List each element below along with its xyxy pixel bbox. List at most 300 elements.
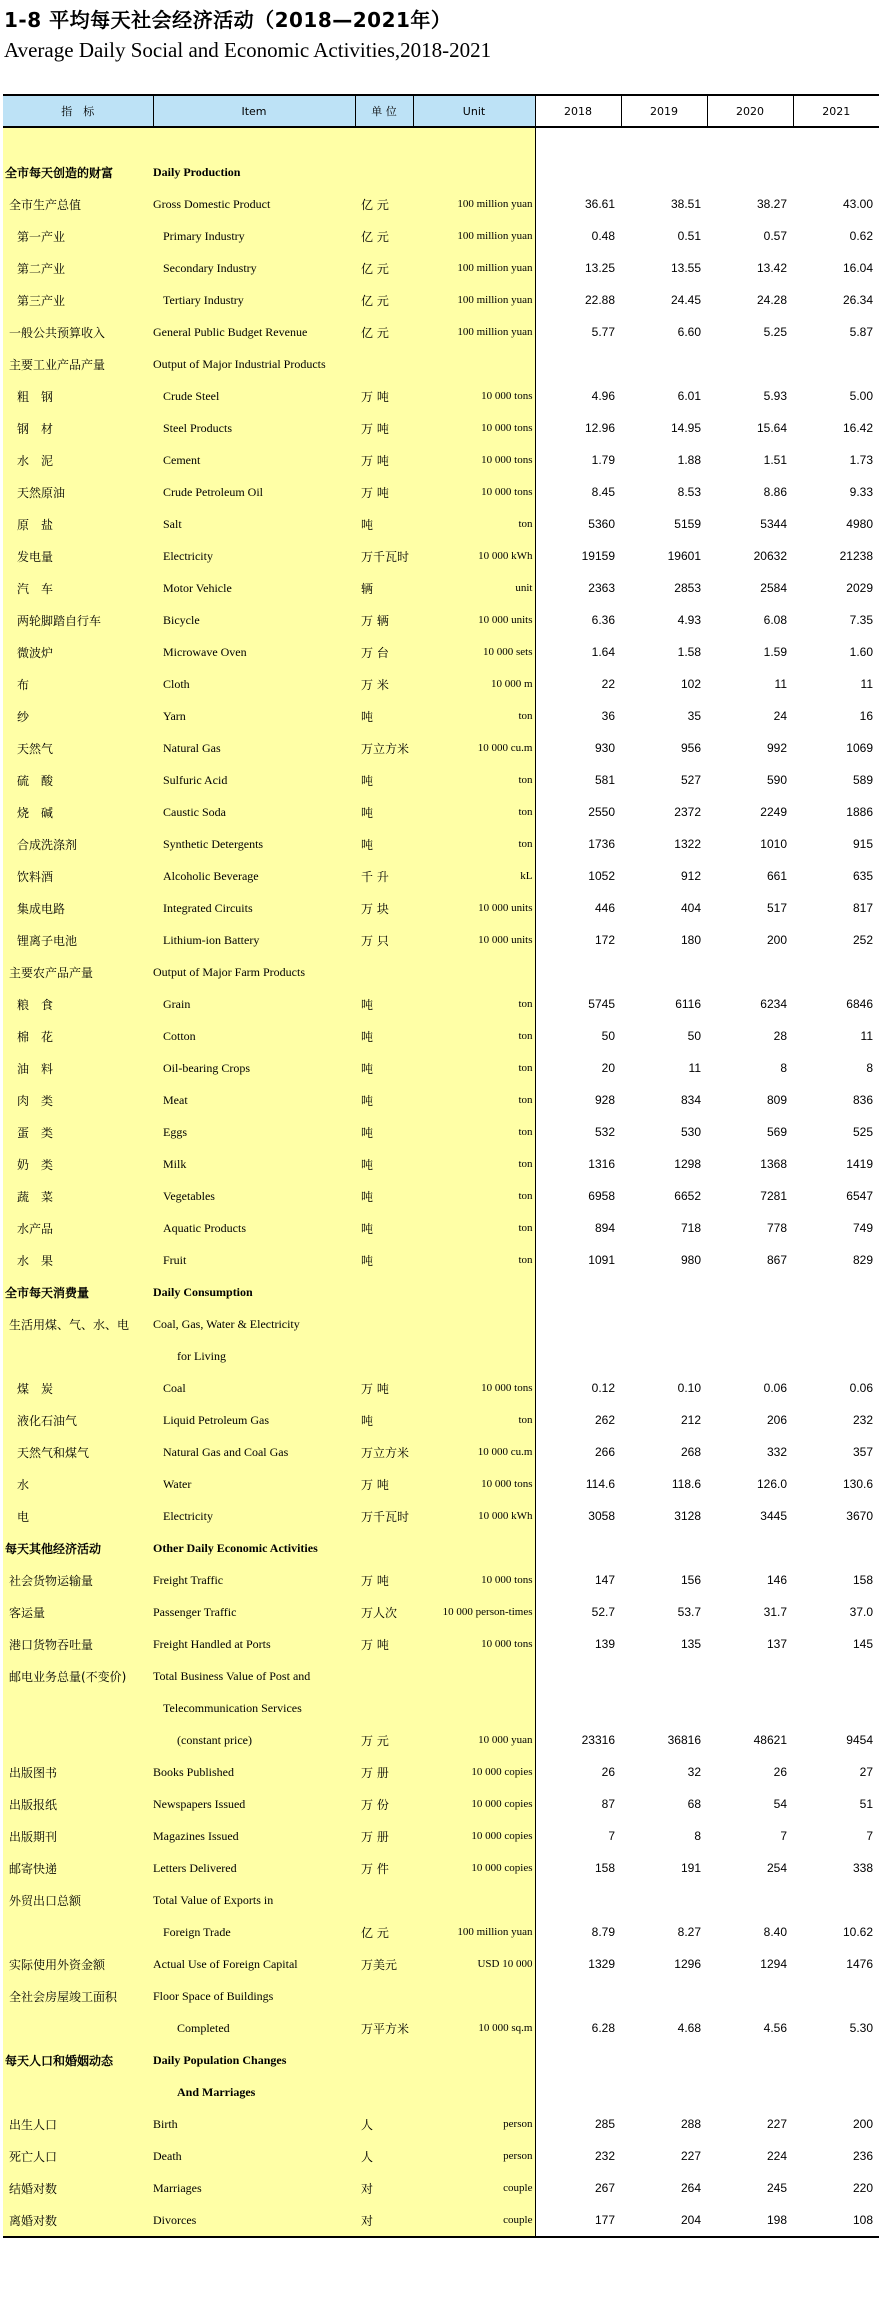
table-row (3, 2204, 879, 2237)
indicator-cn-cell (3, 1916, 153, 1948)
unit-cn-cell: 吨 (355, 764, 413, 796)
unit-cn-cell: 万 册 (355, 1756, 413, 1788)
table-row (3, 1724, 879, 1756)
value-2020-cell: 2584 (760, 581, 787, 595)
item-en-cell: Oil-bearing Crops (153, 1052, 355, 1084)
value-2021-cell: 1069 (846, 741, 873, 755)
item-en-cell: Freight Handled at Ports (153, 1628, 355, 1660)
table-row (3, 1532, 879, 1564)
value-2021-cell (793, 1340, 879, 1372)
value-2018-cell: 930 (594, 741, 615, 755)
unit-en-cell (413, 2076, 535, 2108)
indicator-cn-cell: 粗 钢 (3, 380, 153, 412)
value-2020-cell: 146 (766, 1573, 787, 1587)
indicator-cn-cell: 离婚对数 (3, 2204, 153, 2237)
table-row (3, 1468, 879, 1500)
value-2020-cell (707, 1884, 793, 1916)
unit-en-cell: 10 000 sets (413, 636, 535, 668)
unit-cn-cell: 万 块 (355, 892, 413, 924)
value-2020-cell: 206 (766, 1413, 787, 1427)
value-2018-cell: 1329 (588, 1957, 615, 1971)
value-2019-cell: 204 (621, 2204, 707, 2237)
item-en-cell: Cloth (153, 668, 355, 700)
value-2018-cell (535, 1532, 621, 1564)
value-2018-cell (535, 2076, 621, 2108)
value-2021-cell (793, 1660, 879, 1692)
unit-en-cell: 10 000 units (413, 924, 535, 956)
value-2021-cell: 37.0 (849, 1605, 873, 1619)
unit-cn-cell: 万立方米 (355, 732, 413, 764)
unit-cn-cell: 对 (355, 2204, 413, 2237)
value-2019-cell: 8 (694, 1829, 701, 1843)
value-2018-cell: 12.96 (584, 421, 615, 435)
unit-en-cell: 100 million yuan (413, 316, 535, 348)
unit-en-cell (413, 956, 535, 988)
indicator-cn-cell: 液化石油气 (3, 1404, 153, 1436)
item-en-cell: Other Daily Economic Activities (153, 1532, 355, 1564)
unit-en-cell: couple (413, 2204, 535, 2237)
value-2018-cell: 1.64 (591, 645, 615, 659)
indicator-cn-cell: 邮寄快递 (3, 1852, 153, 1884)
indicator-cn-cell: 第三产业 (3, 284, 153, 316)
table-row (3, 1884, 879, 1916)
unit-en-cell: ton (413, 1020, 535, 1052)
value-2019-cell: 11 (688, 1061, 701, 1075)
value-2020-cell: 24 (773, 709, 787, 723)
value-2021-cell (793, 1308, 879, 1340)
unit-en-cell: USD 10 000 (413, 1948, 535, 1980)
indicator-cn-cell: 煤 炭 (3, 1372, 153, 1404)
indicator-cn-cell: 水 泥 (3, 444, 153, 476)
unit-cn-cell: 亿 元 (355, 316, 413, 348)
table-row (3, 860, 879, 892)
value-2018-cell: 172 (594, 933, 615, 947)
value-2019-cell: 1298 (674, 1157, 701, 1171)
value-2021-cell: 108 (793, 2204, 879, 2237)
unit-cn-cell: 万 台 (355, 636, 413, 668)
unit-en-cell: ton (413, 1148, 535, 1180)
value-2019-cell (621, 1884, 707, 1916)
item-en-cell: Electricity (153, 540, 355, 572)
item-en-cell: Crude Steel (153, 380, 355, 412)
value-2018-cell: 139 (594, 1637, 615, 1651)
unit-cn-cell: 万 吨 (355, 476, 413, 508)
unit-cn-cell: 万平方米 (355, 2012, 413, 2044)
table-row (3, 1148, 879, 1180)
value-2021-cell: 5.30 (849, 2021, 873, 2035)
indicator-cn-cell: 电 (3, 1500, 153, 1532)
value-2021-cell: 6547 (846, 1189, 873, 1203)
value-2019-cell: 527 (680, 773, 701, 787)
value-2021-cell: 158 (852, 1573, 873, 1587)
item-en-cell: Letters Delivered (153, 1852, 355, 1884)
value-2020-cell (707, 2044, 793, 2076)
indicator-cn-cell: 烧 碱 (3, 796, 153, 828)
indicator-cn-cell: 客运量 (3, 1596, 153, 1628)
unit-cn-cell: 吨 (355, 508, 413, 540)
value-2018-cell: 285 (594, 2117, 615, 2131)
item-en-cell: Salt (153, 508, 355, 540)
unit-cn-cell (355, 1276, 413, 1308)
value-2020-cell: 569 (766, 1125, 787, 1139)
value-2018-cell: 50 (601, 1029, 615, 1043)
value-2021-cell (793, 2044, 879, 2076)
value-2019-cell (621, 348, 707, 380)
indicator-cn-cell: 布 (3, 668, 153, 700)
value-2019-cell (621, 956, 707, 988)
item-en-cell: Natural Gas (153, 732, 355, 764)
item-en-cell: Vegetables (153, 1180, 355, 1212)
table-row (3, 988, 879, 1020)
value-2021-cell: 145 (852, 1637, 873, 1651)
value-2018-cell: 1091 (588, 1253, 615, 1267)
unit-en-cell (413, 1980, 535, 2012)
table-row (3, 732, 879, 764)
unit-en-cell: 100 million yuan (413, 220, 535, 252)
table-row (3, 1788, 879, 1820)
unit-cn-cell: 辆 (355, 572, 413, 604)
item-en-cell: Completed (153, 2012, 355, 2044)
value-2021-cell: 1.73 (849, 453, 873, 467)
value-2018-cell (535, 1276, 621, 1308)
value-2020-cell: 332 (766, 1445, 787, 1459)
header-year-2020: 2020 (707, 95, 793, 127)
indicator-cn-cell: 水产品 (3, 1212, 153, 1244)
value-2020-cell: 48621 (753, 1733, 787, 1747)
unit-cn-cell: 万 只 (355, 924, 413, 956)
data-table-container (3, 94, 879, 2302)
table-row (3, 956, 879, 988)
value-2019-cell: 5159 (674, 517, 701, 531)
item-en-cell: Gross Domestic Product (153, 188, 355, 220)
table-row (3, 604, 879, 636)
item-en-cell: Alcoholic Beverage (153, 860, 355, 892)
unit-en-cell: ton (413, 508, 535, 540)
value-2019-cell: 32 (687, 1765, 701, 1779)
value-2020-cell: 5.93 (763, 389, 787, 403)
unit-en-cell: 10 000 tons (413, 1564, 535, 1596)
header-year-2019: 2019 (621, 95, 707, 127)
value-2020-cell: 7 (780, 1829, 787, 1843)
value-2020-cell: 227 (766, 2117, 787, 2131)
value-2018-cell: 5.77 (591, 325, 615, 339)
item-en-cell: Secondary Industry (153, 252, 355, 284)
item-en-cell: Bicycle (153, 604, 355, 636)
unit-cn-cell: 吨 (355, 828, 413, 860)
item-en-cell: Divorces (153, 2204, 355, 2237)
value-2021-cell (793, 1692, 879, 1724)
value-2020-cell (707, 1308, 793, 1340)
value-2018-cell: 894 (594, 1221, 615, 1235)
value-2019-cell: 191 (680, 1861, 701, 1875)
indicator-cn-cell: 原 盐 (3, 508, 153, 540)
unit-en-cell: 100 million yuan (413, 188, 535, 220)
value-2018-cell: 0.48 (591, 229, 615, 243)
header-row (3, 95, 879, 127)
value-2019-cell: 912 (680, 869, 701, 883)
item-en-cell: Synthetic Detergents (153, 828, 355, 860)
unit-en-cell: 10 000 tons (413, 1468, 535, 1500)
header-indicator-cn: 指 标 (3, 95, 153, 127)
value-2018-cell: 19159 (581, 549, 615, 563)
header-unit-en: Unit (413, 95, 535, 127)
table-row (3, 668, 879, 700)
unit-en-cell: 10 000 copies (413, 1756, 535, 1788)
value-2020-cell: 1294 (760, 1957, 787, 1971)
unit-en-cell: 10 000 tons (413, 1372, 535, 1404)
table-row (3, 2076, 879, 2108)
value-2021-cell: 635 (852, 869, 873, 883)
table-row (3, 700, 879, 732)
table-row (3, 2012, 879, 2044)
value-2020-cell: 38.27 (756, 197, 787, 211)
unit-cn-cell: 亿 元 (355, 220, 413, 252)
value-2018-cell: 22.88 (584, 293, 615, 307)
value-2018-cell: 6.36 (591, 613, 615, 627)
value-2020-cell (707, 1340, 793, 1372)
indicator-cn-cell: 集成电路 (3, 892, 153, 924)
item-en-cell: Grain (153, 988, 355, 1020)
item-en-cell: Primary Industry (153, 220, 355, 252)
value-2020-cell: 3445 (760, 1509, 787, 1523)
unit-cn-cell: 吨 (355, 1212, 413, 1244)
value-2019-cell: 0.51 (677, 229, 701, 243)
table-row (3, 1820, 879, 1852)
item-en-cell: Crude Petroleum Oil (153, 476, 355, 508)
value-2019-cell: 6.60 (677, 325, 701, 339)
unit-cn-cell: 万美元 (355, 1948, 413, 1980)
unit-en-cell: 10 000 tons (413, 412, 535, 444)
table-row (3, 444, 879, 476)
value-2019-cell: 4.68 (677, 2021, 701, 2035)
item-en-cell: Daily Production (153, 156, 355, 188)
value-2019-cell: 404 (680, 901, 701, 915)
indicator-cn-cell: 外贸出口总额 (3, 1884, 153, 1916)
value-2018-cell: 22 (601, 677, 615, 691)
table-row (3, 1436, 879, 1468)
indicator-cn-cell: 蛋 类 (3, 1116, 153, 1148)
item-en-cell: Daily Population Changes (153, 2044, 355, 2076)
value-2020-cell: 245 (766, 2181, 787, 2195)
item-en-cell: Sulfuric Acid (153, 764, 355, 796)
item-en-cell: Output of Major Farm Products (153, 956, 355, 988)
value-2020-cell (707, 1692, 793, 1724)
indicator-cn-cell: 水 (3, 1468, 153, 1500)
indicator-cn-cell (3, 1340, 153, 1372)
value-2019-cell: 135 (680, 1637, 701, 1651)
value-2020-cell: 11 (774, 677, 787, 691)
value-2020-cell: 1.59 (763, 645, 787, 659)
value-2020-cell: 517 (766, 901, 787, 915)
unit-en-cell: 10 000 m (413, 668, 535, 700)
unit-en-cell: ton (413, 700, 535, 732)
value-2019-cell (621, 1692, 707, 1724)
value-2021-cell: 1476 (846, 1957, 873, 1971)
unit-cn-cell (355, 2076, 413, 2108)
header-year-2018: 2018 (535, 95, 621, 127)
indicator-cn-cell: 汽 车 (3, 572, 153, 604)
value-2018-cell: 13.25 (584, 261, 615, 275)
value-2020-cell: 8.86 (763, 485, 787, 499)
value-2021-cell: 357 (852, 1445, 873, 1459)
item-en-cell: Eggs (153, 1116, 355, 1148)
value-2018-cell: 8.45 (591, 485, 615, 499)
item-en-cell: Liquid Petroleum Gas (153, 1404, 355, 1436)
table-row (3, 380, 879, 412)
table-row (3, 540, 879, 572)
table-row (3, 508, 879, 540)
value-2019-cell: 180 (680, 933, 701, 947)
unit-cn-cell (355, 1532, 413, 1564)
table-row (3, 1916, 879, 1948)
table-row (3, 220, 879, 252)
unit-en-cell: unit (413, 572, 535, 604)
unit-en-cell: kL (413, 860, 535, 892)
value-2020-cell (707, 348, 793, 380)
item-en-cell: Birth (153, 2108, 355, 2140)
table-row (3, 2044, 879, 2076)
item-en-cell: Coal, Gas, Water & Electricity (153, 1308, 355, 1340)
indicator-cn-cell: 死亡人口 (3, 2140, 153, 2172)
value-2018-cell: 262 (594, 1413, 615, 1427)
unit-en-cell: 100 million yuan (413, 1916, 535, 1948)
value-2019-cell: 288 (680, 2117, 701, 2131)
unit-en-cell: ton (413, 1404, 535, 1436)
value-2021-cell (793, 1884, 879, 1916)
value-2019-cell (621, 1660, 707, 1692)
value-2021-cell: 836 (852, 1093, 873, 1107)
unit-en-cell (413, 156, 535, 188)
unit-en-cell: 10 000 units (413, 892, 535, 924)
unit-cn-cell: 万 吨 (355, 1628, 413, 1660)
indicator-cn-cell: 微波炉 (3, 636, 153, 668)
value-2019-cell: 4.93 (677, 613, 701, 627)
value-2021-cell: 6846 (846, 997, 873, 1011)
item-en-cell: Yarn (153, 700, 355, 732)
value-2020-cell: 198 (707, 2204, 793, 2237)
unit-en-cell: ton (413, 988, 535, 1020)
indicator-cn-cell (3, 2076, 153, 2108)
value-2019-cell: 3128 (674, 1509, 701, 1523)
value-2018-cell: 20 (601, 1061, 615, 1075)
value-2020-cell: 224 (766, 2149, 787, 2163)
value-2018-cell: 1.79 (591, 453, 615, 467)
table-row (3, 1628, 879, 1660)
unit-cn-cell: 万千瓦时 (355, 1500, 413, 1532)
value-2018-cell: 267 (594, 2181, 615, 2195)
item-en-cell: Meat (153, 1084, 355, 1116)
indicator-cn-cell: 每天人口和婚姻动态 (3, 2044, 153, 2076)
table-row (3, 2172, 879, 2204)
unit-cn-cell: 吨 (355, 1180, 413, 1212)
value-2021-cell: 130.6 (842, 1477, 873, 1491)
value-2019-cell: 8.53 (677, 485, 701, 499)
value-2020-cell: 13.42 (756, 261, 787, 275)
value-2018-cell (535, 1692, 621, 1724)
item-en-cell: Tertiary Industry (153, 284, 355, 316)
table-row (3, 412, 879, 444)
value-2019-cell: 13.55 (670, 261, 701, 275)
unit-en-cell: 100 million yuan (413, 284, 535, 316)
value-2021-cell: 525 (852, 1125, 873, 1139)
unit-cn-cell: 人 (355, 2108, 413, 2140)
indicator-cn-cell: 水 果 (3, 1244, 153, 1276)
item-en-cell: for Living (153, 1340, 355, 1372)
unit-cn-cell: 万 份 (355, 1788, 413, 1820)
value-2018-cell (535, 1980, 621, 2012)
value-2020-cell: 992 (766, 741, 787, 755)
unit-en-cell: ton (413, 764, 535, 796)
spacer-row (3, 127, 879, 156)
unit-cn-cell: 吨 (355, 1020, 413, 1052)
item-en-cell: Books Published (153, 1756, 355, 1788)
item-en-cell: Milk (153, 1148, 355, 1180)
value-2020-cell: 137 (766, 1637, 787, 1651)
value-2021-cell: 200 (852, 2117, 873, 2131)
table-row (3, 476, 879, 508)
value-2018-cell: 6.28 (591, 2021, 615, 2035)
indicator-cn-cell (3, 2012, 153, 2044)
indicator-cn-cell: 社会货物运输量 (3, 1564, 153, 1596)
value-2020-cell: 5344 (760, 517, 787, 531)
value-2019-cell: 834 (680, 1093, 701, 1107)
value-2018-cell (535, 1340, 621, 1372)
value-2019-cell: 8.27 (677, 1925, 701, 1939)
indicator-cn-cell: 合成洗涤剂 (3, 828, 153, 860)
indicator-cn-cell (3, 1692, 153, 1724)
header-year-2021: 2021 (793, 95, 879, 127)
unit-cn-cell: 万 册 (355, 1820, 413, 1852)
unit-en-cell: 10 000 units (413, 604, 535, 636)
unit-en-cell: ton (413, 1084, 535, 1116)
unit-cn-cell (355, 156, 413, 188)
value-2019-cell (621, 156, 707, 188)
value-2019-cell: 227 (680, 2149, 701, 2163)
table-row (3, 1564, 879, 1596)
value-2021-cell: 0.62 (849, 229, 873, 243)
value-2019-cell (621, 1308, 707, 1340)
value-2019-cell: 0.10 (677, 1381, 701, 1395)
value-2019-cell: 264 (680, 2181, 701, 2195)
value-2018-cell: 8.79 (591, 1925, 615, 1939)
unit-cn-cell: 万 吨 (355, 412, 413, 444)
unit-cn-cell: 亿 元 (355, 188, 413, 220)
value-2021-cell: 3670 (846, 1509, 873, 1523)
value-2020-cell: 0.06 (763, 1381, 787, 1395)
value-2019-cell: 6116 (675, 997, 701, 1011)
item-en-cell: Lithium-ion Battery (153, 924, 355, 956)
value-2019-cell: 268 (680, 1445, 701, 1459)
unit-en-cell: 10 000 kWh (413, 1500, 535, 1532)
value-2018-cell: 114.6 (585, 1477, 615, 1491)
indicator-cn-cell: 锂离子电池 (3, 924, 153, 956)
unit-en-cell: couple (413, 2172, 535, 2204)
value-2019-cell: 2853 (674, 581, 701, 595)
value-2019-cell: 118.6 (671, 1477, 701, 1491)
unit-cn-cell: 吨 (355, 1404, 413, 1436)
value-2020-cell (707, 956, 793, 988)
indicator-cn-cell: 天然气 (3, 732, 153, 764)
value-2018-cell: 7 (608, 1829, 615, 1843)
value-2019-cell: 212 (680, 1413, 701, 1427)
value-2018-cell: 52.7 (591, 1605, 615, 1619)
table-row (3, 1340, 879, 1372)
value-2021-cell: 232 (852, 1413, 873, 1427)
value-2019-cell (621, 2044, 707, 2076)
value-2021-cell (793, 1980, 879, 2012)
value-2018-cell: 5745 (588, 997, 615, 1011)
value-2021-cell: 589 (852, 773, 873, 787)
